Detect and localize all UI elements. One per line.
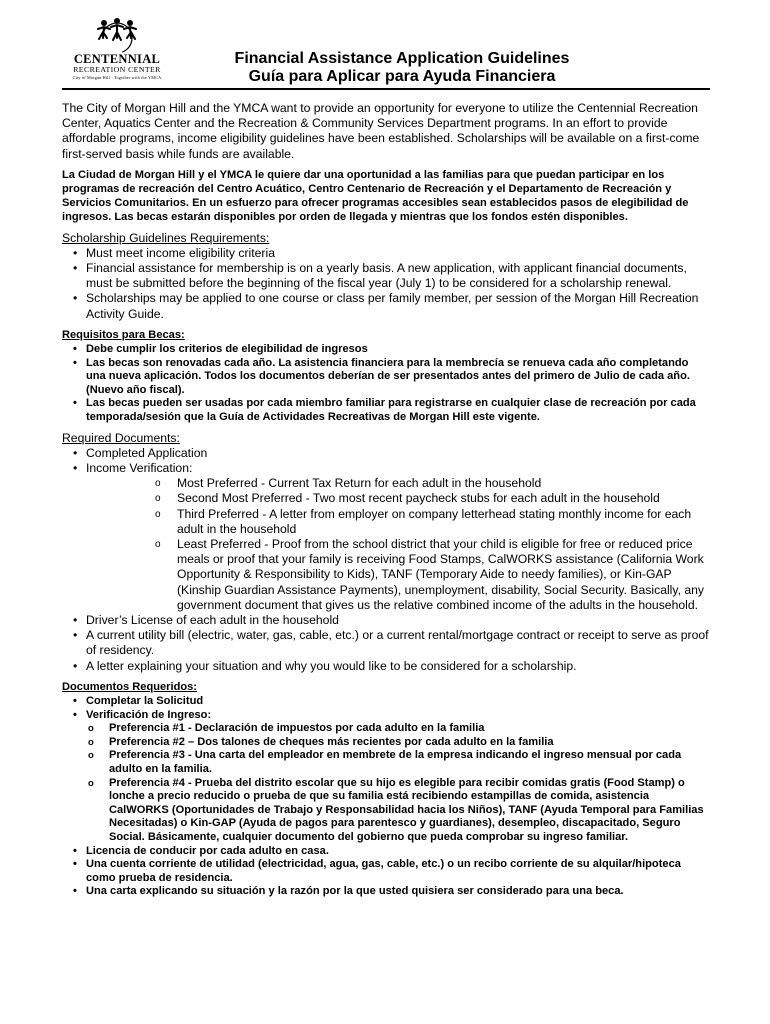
- people-figures-icon: [62, 16, 172, 54]
- list-item: • Licencia de conducir por cada adulto en casa.: [62, 845, 710, 859]
- income-sublist-spanish: [86, 722, 710, 844]
- list-item: [62, 461, 710, 613]
- page-title: [202, 50, 602, 86]
- list-item: • Debe cumplir los criterios de elegibilidad de ingresos: [62, 343, 710, 357]
- centennial-logo: [62, 16, 172, 82]
- income-verification-label-spanish: Verificación de Ingreso:: [86, 708, 212, 721]
- documents-list-spanish: [62, 695, 710, 899]
- scholarship-list-spanish: [62, 343, 710, 425]
- list-item: • Completar la Solicitud: [62, 695, 710, 709]
- sub-list-item: o Preferencia #4 - Prueba del distrito escolar que su hijo es elegible para recibir comidas gratis (Food Stamp) o lonche a precio reducido o prueba de que su familia está recibiendo estampillas de comida, asistencia CalWORKS (Oportunidades de Trabajo y Responsabilidad hacia los Niños), TANF (Ayuda Temporal para Familias Necesitadas) o Kin-GAP (Ayuda de pagos para parentesco y guardianes), desempleo, discapacitado, Seguro Social. Básicamente, cualquier documento del gobierno que pueda comprobar su ingreso familiar.: [62, 777, 710, 845]
- logo-name: CENTENNIAL: [73, 52, 161, 66]
- page-header: [62, 14, 710, 90]
- list-item: • Una cuenta corriente de utilidad (electricidad, agua, gas, cable, etc.) o un recibo corriente de su alquilar/hipoteca como prueba de residencia.: [62, 858, 710, 885]
- sub-list-item: o Third Preferred - A letter from employer on company letterhead stating monthly income for each adult in the household: [86, 507, 710, 537]
- scholarship-heading-english: Scholarship Guidelines Requirements:: [62, 230, 270, 245]
- title-spanish: Guía para Aplicar para Ayuda Financiera: [248, 68, 556, 85]
- list-item: • Must meet income eligibility criteria: [62, 246, 710, 261]
- income-sublist-english: [86, 476, 710, 613]
- title-english: Financial Assistance Application Guidelines: [234, 50, 570, 67]
- documents-heading-english: Required Documents:: [62, 430, 180, 445]
- sub-list-item: o Least Preferred - Proof from the school district that your child is eligible for free or reduced price meals or proof that your family is receiving Food Stamps, CalWORKS assistance (California Work Opportunity & Responsibility to Kids), TANF (Temporary Aide to needy families), or Kin-GAP (Kinship Guardian Assistance Payments), unemployment, disability, Social Security. Basically, any government document that gives us the relative combined income of the adults in the household.: [86, 537, 710, 613]
- income-verification-label: Income Verification:: [86, 461, 193, 476]
- documents-list-english: [62, 446, 710, 674]
- sub-list-item: o Preferencia #3 - Una carta del empleador en membrete de la empresa indicando el ingreso mensual por cada adulto en la familia.: [62, 749, 710, 776]
- documents-heading-spanish: Documentos Requeridos:: [62, 680, 197, 693]
- list-item: • Financial assistance for membership is on a yearly basis. A new application, with applicant financial documents, must be submitted before the beginning of the fiscal year (July 1) to be considered for a scholarship renewal.: [62, 261, 710, 291]
- logo-subname: RECREATION CENTER: [73, 65, 161, 74]
- list-item: • A letter explaining your situation and why you would like to be considered for a scholarship.: [62, 659, 710, 674]
- list-item: • Las becas son renovadas cada año. La asistencia financiera para la membrecía se renueva cada año completando una nueva aplicación. Todos los documentos deberían de ser presentados antes del primero de Julio de cada año. (Nuevo año fiscal).: [62, 357, 710, 398]
- sub-list-item: o Most Preferred - Current Tax Return for each adult in the household: [86, 476, 710, 491]
- list-item: • Completed Application: [62, 446, 710, 461]
- scholarship-list-english: [62, 246, 710, 322]
- intro-english: The City of Morgan Hill and the YMCA want to provide an opportunity for everyone to utilize the Centennial Recreation Center, Aquatics Center and the Recreation & Community Services Department programs. In an effort to provide affordable programs, income eligibility guidelines have been established. Scholarships will be available on a first-come first-served basis while funds are available.: [62, 101, 700, 161]
- sub-list-item: o Preferencia #2 – Dos talones de cheques más recientes por cada adulto en la familia: [62, 736, 710, 750]
- sub-list-item: o Second Most Preferred - Two most recent paycheck stubs for each adult in the household: [86, 491, 710, 506]
- scholarship-heading-spanish: Requisitos para Becas:: [62, 328, 185, 341]
- list-item: [62, 709, 710, 845]
- list-item: • A current utility bill (electric, water, gas, cable, etc.) or a current rental/mortgage contract or receipt to serve as proof of residency.: [62, 628, 710, 658]
- document-page: [62, 14, 710, 899]
- sub-list-item: o Preferencia #1 - Declaración de impuestos por cada adulto en la familia: [62, 722, 710, 736]
- list-item: • Las becas pueden ser usadas por cada miembro familiar para registrarse en cualquier clase de recreación por cada temporada/sesión que la Guía de Actividades Recreativas de Morgan Hill este vigente.: [62, 397, 710, 424]
- intro-spanish: La Ciudad de Morgan Hill y el YMCA le quiere dar una oportunidad a las familias para que puedan participar en los programas de recreación del Centro Acuático, Centro Centenario de Recreación y el Departamento de Recreación y Servicios Comunitarios. En un esfuerzo para ofrecer programas accesibles sean establecidos pasos de elegibilidad de ingresos. Las becas estarán disponibles por orden de llegada y mientras que los fondos estén disponibles.: [62, 168, 689, 224]
- document-body: [62, 101, 710, 899]
- logo-tagline: City of Morgan Hill · Together with the YMCA: [72, 75, 162, 80]
- list-item: • Scholarships may be applied to one course or class per family member, per session of the Morgan Hill Recreation Activity Guide.: [62, 291, 710, 321]
- list-item: • Driver’s License of each adult in the household: [62, 613, 710, 628]
- list-item: • Una carta explicando su situación y la razón por la que usted quisiera ser considerado para una beca.: [62, 885, 710, 899]
